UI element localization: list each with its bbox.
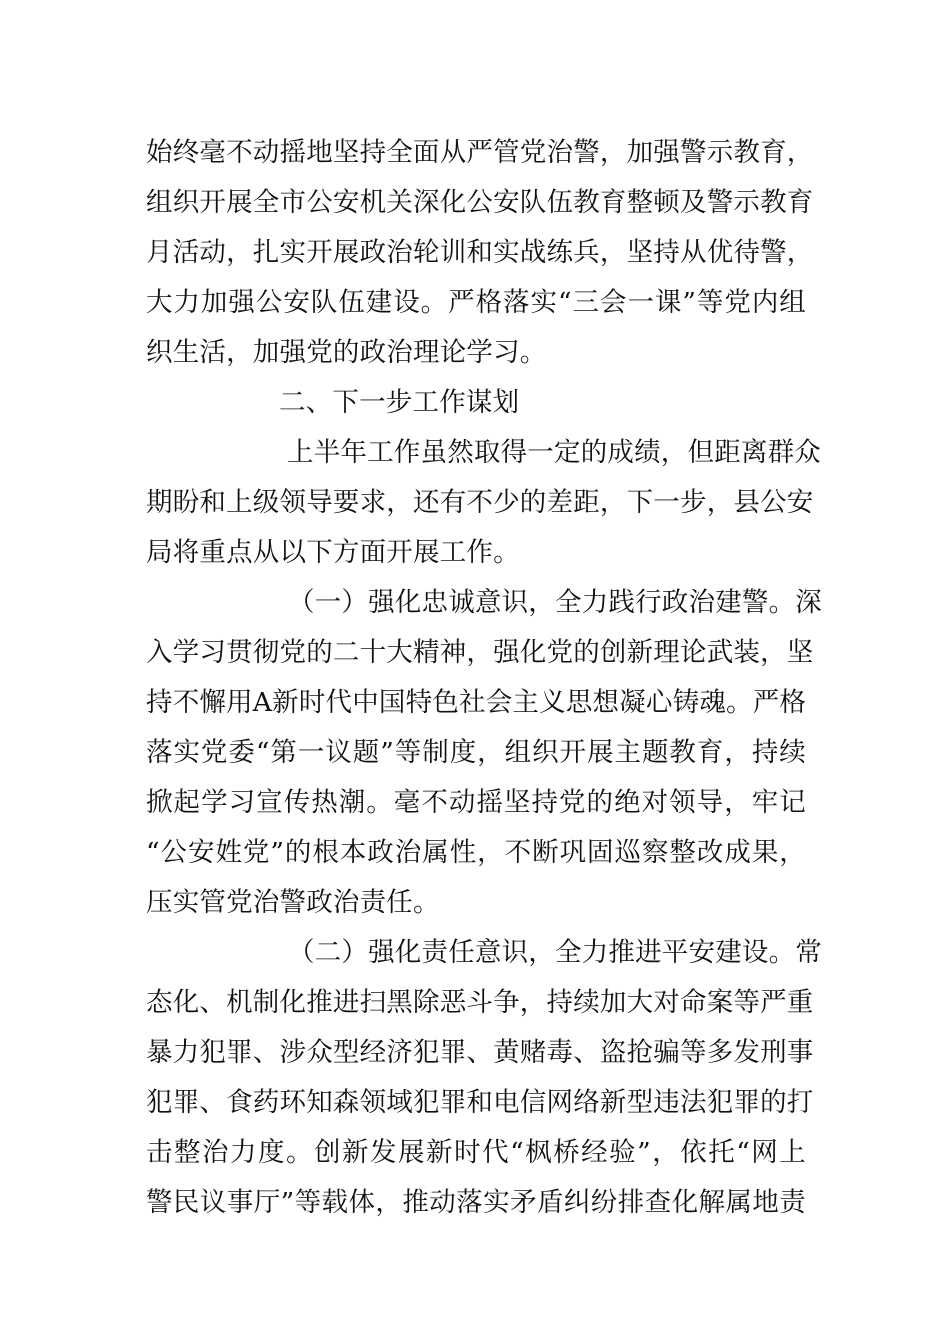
- text-line: 持不懈用A新时代中国特色社会主义思想凝心铸魂。严格: [146, 687, 807, 718]
- text-line: 上半年工作虽然取得一定的成绩，但距离群众: [287, 437, 821, 468]
- subsection-line: （一）强化忠诚意识，全力践行政治建警。深: [288, 587, 822, 618]
- text-line: “公安姓党”的根本政治属性，不断巩固巡察整改成果，: [146, 837, 806, 868]
- text-line: 暴力犯罪、涉众型经济犯罪、黄赌毒、盗抢骗等多发刑事: [146, 1037, 814, 1068]
- text-line: 大力加强公安队伍建设。严格落实“三会一课”等党内组: [146, 287, 806, 318]
- text-line: 织生活，加强党的政治理论学习。: [146, 337, 547, 368]
- text-line: 入学习贯彻党的二十大精神，强化党的创新理论武装，坚: [146, 637, 814, 668]
- text-line: 月活动，扎实开展政治轮训和实战练兵，坚持从优待警，: [146, 237, 814, 268]
- text-line: 犯罪、食药环知森领域犯罪和电信网络新型违法犯罪的打: [146, 1087, 814, 1118]
- text-line: 期盼和上级领导要求，还有不少的差距，下一步，县公安: [146, 487, 814, 518]
- text-line: 态化、机制化推进扫黑除恶斗争，持续加大对命案等严重: [146, 987, 814, 1018]
- text-line: 局将重点从以下方面开展工作。: [146, 537, 520, 568]
- text-line: 警民议事厅”等载体，推动落实矛盾纠纷排查化解属地责: [146, 1187, 806, 1218]
- text-line: 始终毫不动摇地坚持全面从严管党治警，加强警示教育，: [146, 137, 814, 168]
- text-line: 组织开展全市公安机关深化公安队伍教育整顿及警示教育: [146, 187, 814, 218]
- text-line: 落实党委“第一议题”等制度，组织开展主题教育，持续: [146, 737, 806, 768]
- text-line: 击整治力度。创新发展新时代“枫桥经验”，依托“网上: [146, 1137, 806, 1168]
- subsection-line: （二）强化责任意识，全力推进平安建设。常: [288, 937, 822, 968]
- section-heading: 二、下一步工作谋划: [279, 387, 520, 418]
- text-line: 掀起学习宣传热潮。毫不动摇坚持党的绝对领导，牢记: [146, 787, 806, 818]
- text-line: 压实管党治警政治责任。: [146, 887, 440, 918]
